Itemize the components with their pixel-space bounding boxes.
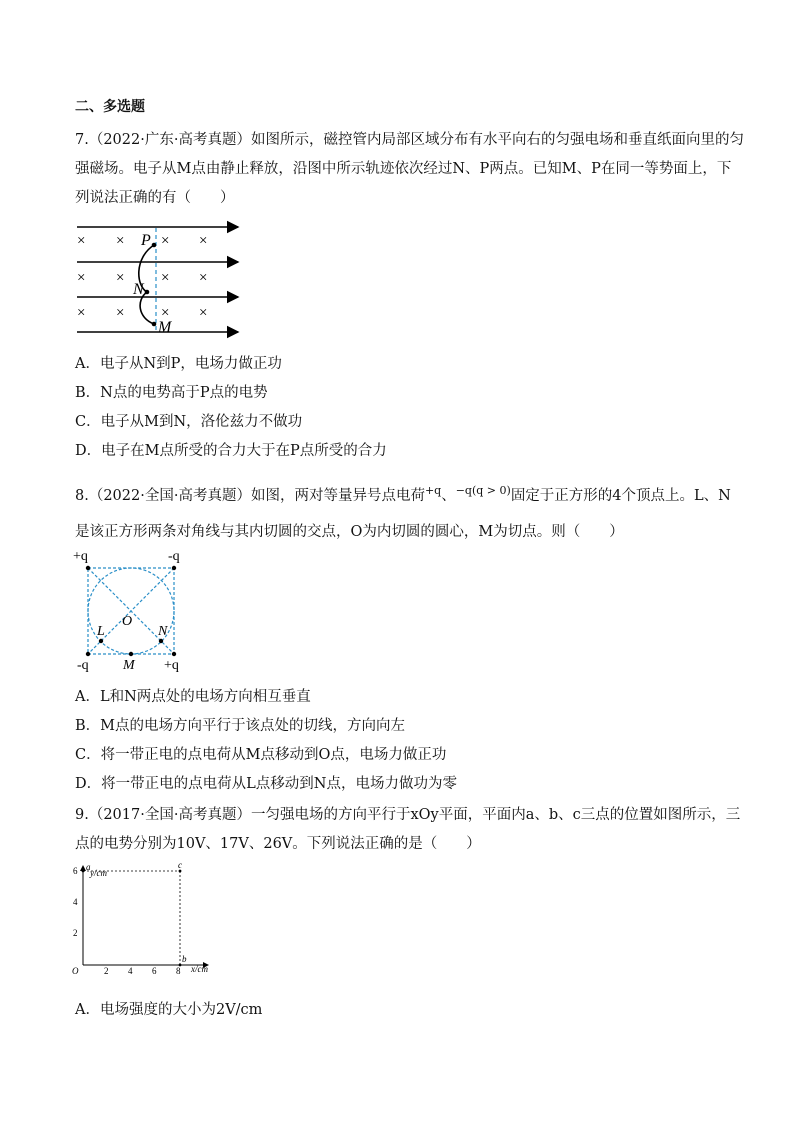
q8-stem-line-2: 是该正方形两条对角线与其内切圆的交点，O为内切圆的圆心，M为切点。则（ ） [75,524,624,540]
q8-stem-part-1: 8.（2022·全国·高考真题）如图，两对等量异号点电荷 [75,487,425,504]
q8-stem-line-1 [75,481,731,506]
q9-stem-line-2: 点的电势分别为10V、17V、26V。下列说法正确的是（ ） [75,836,481,852]
label-p: P [141,232,151,249]
label-l: L [97,624,105,639]
point-n [159,639,163,643]
q7-option-a: A．电子从N到P，电场力做正功 [75,356,282,372]
charge-positive: +q [424,484,442,497]
q8-option-b: B．M点的电场方向平行于该点处的切线，方向向左 [75,718,406,734]
q8-option-d: D．将一带正电的点电荷从L点移动到N点，电场力做功为零 [75,776,457,792]
cross-mark: × [116,233,125,249]
point-a [82,870,85,873]
cross-mark: × [161,305,170,321]
q8-figure [72,548,192,673]
cross-mark: × [77,305,86,321]
label-m: M [158,319,172,336]
q7-option-b: B．N点的电势高于P点的电势 [75,385,268,401]
charge-bottom-right: +q [164,658,179,673]
label-o: O [122,614,133,629]
cross-mark: × [77,233,86,249]
point-p [152,243,157,248]
separator: 、 [441,487,456,504]
q7-stem-line-3: 列说法正确的有（ ） [75,190,235,206]
xlabel: x/cm [191,964,208,974]
cross-mark: × [199,270,208,286]
label-c: c [178,860,182,870]
label-a: a [86,862,91,872]
cross-mark: × [116,305,125,321]
origin-label: O [72,966,79,976]
q9-option-a: A．电场强度的大小为2V/cm [75,1002,263,1018]
q7-figure [74,218,244,340]
q8-stem-part-2: 固定于正方形的4个顶点上。L、N [510,487,731,504]
xtick: 6 [152,966,157,976]
xtick: 8 [176,966,181,976]
ylabel: y/cm [90,868,107,878]
field-lines [77,227,238,332]
vertex-dot [172,566,176,570]
point-l [99,639,103,643]
ytick: 6 [73,866,78,876]
point-m [129,652,133,656]
q7-option-d: D．电子在M点所受的合力大于在P点所受的合力 [75,443,387,459]
charge-bottom-left: -q [77,658,89,673]
q9-figure [70,862,215,974]
vertex-dot [86,566,90,570]
charge-negative: −q(q > 0) [455,484,511,497]
vertex-dot [86,652,90,656]
point-n [145,290,150,295]
cross-mark: × [161,270,170,286]
cross-mark: × [199,305,208,321]
q9-stem-line-1: 9.（2017·全国·高考真题）一匀强电场的方向平行于xOy平面，平面内a、b、c三点的位置如图所示，三 [75,807,741,823]
label-m: M [123,658,135,673]
cross-mark: × [161,233,170,249]
point-m [152,322,157,327]
label-n: N [133,281,144,298]
q7-stem-line-1: 7.（2022·广东·高考真题）如图所示，磁控管内局部区域分布有水平向右的匀强电场和垂直纸面向里的匀 [75,132,744,148]
point-c [179,870,182,873]
cross-mark: × [77,270,86,286]
cross-mark: × [116,270,125,286]
vertex-dot [172,652,176,656]
ytick: 4 [73,897,78,907]
label-n: N [158,624,168,639]
ytick: 2 [73,928,78,938]
section-title: 二、多选题 [75,99,145,115]
charge-top-right: -q [168,549,180,564]
xtick: 2 [104,966,109,976]
label-b: b [182,954,187,964]
q7-option-c: C．电子从M到N，洛伦兹力不做功 [75,414,303,430]
xtick: 4 [128,966,133,976]
q8-option-c: C．将一带正电的点电荷从M点移动到O点，电场力做正功 [75,747,447,763]
cross-mark: × [199,233,208,249]
q8-option-a: A．L和N两点处的电场方向相互垂直 [75,689,311,705]
q7-stem-line-2: 强磁场。电子从M点由静止释放，沿图中所示轨迹依次经过N、P两点。已知M、P在同一等势面上，下 [75,161,732,177]
charge-top-left: +q [73,549,88,564]
